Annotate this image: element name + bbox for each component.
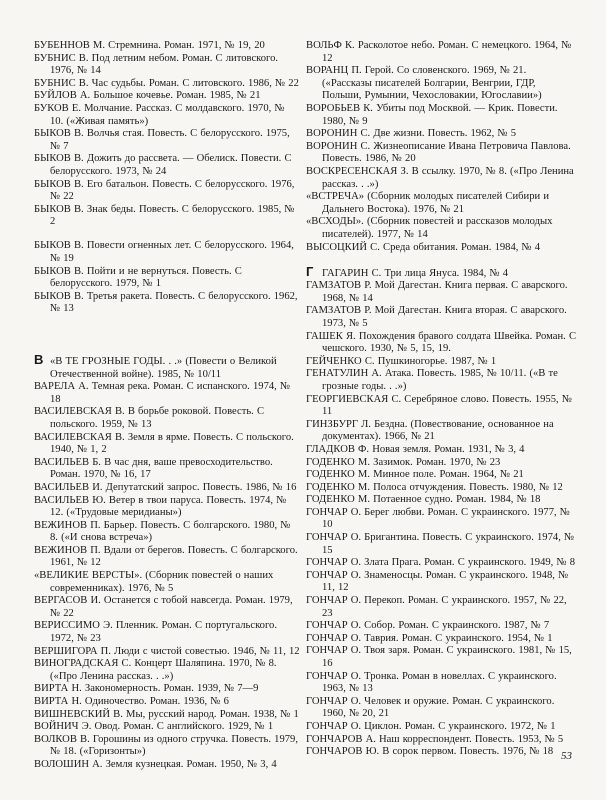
entry-text: ВОРОНИН С. Две жизни. Повесть. 1962, № 5 (306, 128, 517, 140)
bibliography-entry (306, 128, 578, 141)
bibliography-entry (306, 671, 578, 696)
section-letter: Г (306, 263, 314, 279)
entry-text: БЫКОВ В. Пойти и не вернуться. Повесть. С белорусского. 1979, № 1 (34, 265, 242, 290)
section-letter: В (34, 351, 44, 367)
bibliography-entry (34, 495, 300, 520)
bibliography-entry (306, 191, 578, 216)
section-spacer (34, 316, 300, 354)
entry-text: ГАГАРИН С. Три лица Януса. 1984, № 4 (322, 267, 509, 279)
bibliography-entry (34, 240, 300, 265)
entry-text: ГЕЙЧЕНКО С. Пушкиногорье. 1987, № 1 (306, 355, 497, 367)
bibliography-entry (306, 457, 578, 470)
bibliography-entry (306, 494, 578, 507)
entry-text: ВИШНЕВСКИЙ В. Мы, русский народ. Роман. 1938, № 1 (34, 708, 299, 720)
bibliography-entry (34, 658, 300, 683)
entry-text: БЫКОВ В. Волчья стая. Повесть. С белорусского. 1975, № 7 (34, 128, 290, 152)
entry-text: ВОЛКОВ В. Горошины из одного стручка. Повесть. 1979, № 18. («Горизонты») (34, 733, 299, 758)
bibliography-entry (306, 419, 578, 444)
entry-text: ГОНЧАР О. Твоя заря. Роман. С украинского. 1981, № 15, 16 (306, 645, 572, 669)
bibliography-entry (306, 103, 578, 128)
bibliography-entry (306, 557, 578, 570)
entry-text: «ВСХОДЫ». (Сборник повестей и рассказов молодых писателей). 1977, № 14 (306, 216, 553, 240)
bibliography-entry (34, 545, 300, 570)
bibliography-entry (306, 216, 578, 241)
bibliography-entry (34, 381, 300, 406)
entry-text: ВОСКРЕСЕНСКАЯ З. В ссылку. 1970, № 8. («Про Ленина рассказ. . .») (306, 165, 574, 190)
entry-text: ВОЛОШИН А. Земля кузнецкая. Роман. 1950, № 3, 4 (34, 758, 277, 770)
bibliography-entry (34, 570, 300, 595)
entry-text: ГОНЧАР О. Тронка. Роман в новеллах. С украинского. 1963, № 13 (306, 670, 557, 695)
bibliography-entry (306, 734, 578, 747)
entry-text: ГЛАДКОВ Ф. Новая земля. Роман. 1931, № 3, 4 (306, 443, 525, 455)
bibliography-entry (306, 507, 578, 532)
bibliography-entry (306, 368, 578, 393)
bibliography-entry (306, 469, 578, 482)
entry-text: ВАСИЛЬЕВ Б. В час дня, ваше превосходительство. Роман. 1970, № 16, 17 (34, 456, 273, 481)
entry-text: ГОНЧАР О. Злата Прага. Роман. С украинского. 1949, № 8 (306, 557, 576, 569)
bibliography-entry (306, 620, 578, 633)
entry-text: ГЕНАТУЛИН А. Атака. Повесть. 1985, № 10/11. («В те грозные годы. . .») (306, 368, 558, 392)
right-column (306, 40, 578, 759)
entry-text: «В ТЕ ГРОЗНЫЕ ГОДЫ. . .» (Повести о Великой Отечественной войне). 1985, № 10/11 (50, 355, 277, 380)
bibliography-entry (306, 356, 578, 369)
bibliography-entry (34, 53, 300, 78)
bibliography-entry (306, 166, 578, 191)
entry-text: БУКОВ Е. Молчание. Рассказ. С молдавского. 1970, № 10. («Живая память») (34, 102, 285, 127)
bibliography-entry (34, 595, 300, 620)
entry-text: ВАСИЛЕВСКАЯ В. В борьбе роковой. Повесть. С польского. 1959, № 13 (34, 406, 265, 430)
bibliography-entry (34, 179, 300, 204)
bibliography-entry (34, 90, 300, 103)
bibliography-entry (34, 482, 300, 495)
bibliography-entry (306, 65, 578, 103)
entry-text: ВОРАНЦ П. Герой. Со словенского. 1969, № 21. («Рассказы писателей Болгарии, Венгрии, ГДР, Польши, Румынии, Чехословакии, Югославии») (306, 65, 542, 102)
bibliography-entry (34, 103, 300, 128)
bibliography-entry (34, 153, 300, 178)
bibliography-entry (34, 266, 300, 291)
entry-text: ВЕРИССИМО Э. Пленник. Роман. С португальского. 1972, № 23 (34, 620, 277, 645)
page-number: 53 (561, 750, 572, 762)
bibliography-entry (34, 128, 300, 153)
bibliography-entry (306, 141, 578, 166)
entry-text: ВАСИЛЕВСКАЯ В. Земля в ярме. Повесть. С польского. 1940, № 1, 2 (34, 431, 294, 456)
entry-text: ВЕЖИНОВ П. Барьер. Повесть. С болгарского. 1980, № 8. («И снова встреча») (34, 519, 291, 544)
entry-text: ВАРЕЛА А. Темная река. Роман. С испанского. 1974, № 18 (34, 381, 291, 405)
bibliography-entry (34, 646, 300, 659)
entry-text: ГАМЗАТОВ Р. Мой Дагестан. Книга первая. С аварского. 1968, № 14 (306, 280, 568, 304)
entry-text: ВЕРШИГОРА П. Люди с чистой совестью. 1946, № 11, 12 (34, 645, 300, 657)
bibliography-entry (34, 709, 300, 722)
entry-text: БЫКОВ В. Дожить до рассвета. — Обелиск. Повести. С белорусского. 1973, № 24 (34, 153, 292, 177)
bibliography-entry (306, 721, 578, 734)
bibliography-entry (306, 280, 578, 305)
left-column (34, 40, 300, 772)
bibliography-entry (306, 746, 578, 759)
entry-text: ГОНЧАР О. Собор. Роман. С украинского. 1987, № 7 (306, 620, 550, 632)
entry-text: БУБНИС В. Час судьбы. Роман. С литовского. 1986, № 22 (34, 77, 299, 89)
bibliography-entry (34, 620, 300, 645)
entry-text: ГОНЧАР О. Перекоп. Роман. С украинского. 1957, № 22, 23 (306, 595, 567, 619)
bibliography-entry (306, 532, 578, 557)
entry-text: ВЫСОЦКИЙ С. Среда обитания. Роман. 1984, № 4 (306, 241, 541, 253)
entry-text: БУБНИС В. Под летним небом. Роман. С литовского. 1976, № 14 (34, 52, 279, 77)
entry-text: ГОДЕНКО М. Полоса отчуждения. Повесть. 1980, № 12 (306, 481, 563, 493)
entry-text: ГЕОРГИЕВСКАЯ С. Серебряное слово. Повесть. 1955, № 11 (306, 393, 572, 418)
entry-text: БЫКОВ В. Третья ракета. Повесть. С белорусского. 1962, № 13 (34, 290, 298, 315)
entry-text: ГОНЧАР О. Знаменосцы. Роман. С украинского. 1948, № 11, 12 (306, 569, 569, 594)
entry-text: ВЕРГАСОВ И. Останется с тобой навсегда. Роман. 1979, № 22 (34, 595, 293, 619)
entry-text: «ВСТРЕЧА» (Сборник молодых писателей Сибири и Дальнего Востока). 1976, № 21 (306, 191, 549, 215)
entry-text: ВОРОНИН С. Жизнеописание Ивана Петровича Павлова. Повесть. 1986, № 20 (306, 140, 571, 165)
entry-text: ГОНЧАР О. Таврия. Роман. С украинского. 1954, № 1 (306, 632, 553, 644)
entry-text: ГОНЧАР О. Человек и оружие. Роман. С украинского. 1960, № 20, 21 (306, 695, 555, 720)
bibliography-entry (34, 432, 300, 457)
section-spacer (34, 229, 300, 241)
entry-text: БУЙЛОВ А. Большое кочевье. Роман. 1985, № 21 (34, 90, 261, 102)
bibliography-entry (306, 40, 578, 65)
entry-text: ВАСИЛЬЕВ И. Депутатский запрос. Повесть. 1986, № 16 (34, 481, 297, 493)
bibliography-entry (306, 645, 578, 670)
bibliography-entry (306, 263, 578, 281)
bibliography-entry (34, 696, 300, 709)
entry-text: БУБЕННОВ М. Стремнина. Роман. 1971, № 19, 20 (34, 40, 265, 51)
entry-text: ГОНЧАРОВ А. Наш корреспондент. Повесть. 1953, № 5 (306, 733, 564, 745)
entry-text: БЫКОВ В. Знак беды. Повесть. С белорусского. 1985, № 2 (34, 203, 295, 228)
entry-text: ГОНЧАР О. Бригантина. Повесть. С украинского. 1974, № 15 (306, 532, 575, 556)
entry-text: ГОНЧАР О. Циклон. Роман. С украинского. 1972, № 1 (306, 720, 556, 732)
bibliography-entry (34, 457, 300, 482)
bibliography-entry (34, 40, 300, 53)
bibliography-entry (34, 78, 300, 91)
bibliography-entry (306, 570, 578, 595)
entry-text: ГОНЧАРОВ Ю. В сорок первом. Повесть. 1976, № 18 (306, 746, 554, 758)
entry-text: ВИНОГРАДСКАЯ С. Концерт Шаляпина. 1970, № 8. («Про Ленина рассказ. . .») (34, 658, 277, 682)
bibliography-entry (34, 204, 300, 229)
entry-text: ВОЙНИЧ Э. Овод. Роман. С английского. 1929, № 1 (34, 721, 274, 733)
entry-text: ГИНЗБУРГ Л. Бездна. (Повествование, основанное на документах). 1966, № 21 (306, 418, 554, 443)
entry-text: БЫКОВ В. Его батальон. Повесть. С белорусского. 1976, № 22 (34, 178, 295, 203)
bibliography-entry (306, 242, 578, 255)
bibliography-entry (34, 721, 300, 734)
bibliography-entry (306, 444, 578, 457)
entry-text: ГОДЕНКО М. Потаенное судно. Роман. 1984, № 18 (306, 494, 541, 506)
bibliography-entry (306, 482, 578, 495)
entry-text: ВОЛЬФ К. Расколотое небо. Роман. С немецкого. 1964, № 12 (306, 40, 572, 64)
entry-text: ГОНЧАР О. Берег любви. Роман. С украинского. 1977, № 10 (306, 506, 570, 531)
entry-text: ГОДЕНКО М. Минное поле. Роман. 1964, № 21 (306, 469, 524, 481)
entry-text: ВИРТА Н. Закономерность. Роман. 1939, № 7—9 (34, 683, 259, 695)
bibliography-entry (306, 331, 578, 356)
bibliography-entry (34, 759, 300, 772)
bibliography-entry (34, 520, 300, 545)
entry-text: ВАСИЛЬЕВ Ю. Ветер в твои паруса. Повесть. 1974, № 12. («Трудовые меридианы») (34, 494, 287, 519)
bibliography-entry (34, 291, 300, 316)
entry-text: ВИРТА Н. Одиночество. Роман. 1936, № 6 (34, 696, 229, 707)
bibliography-entry (306, 696, 578, 721)
bibliography-entry (306, 305, 578, 330)
entry-text: ВЕЖИНОВ П. Вдали от берегов. Повесть. С болгарского. 1961, № 12 (34, 544, 298, 569)
entry-text: ВОРОБЬЕВ К. Убиты под Москвой. — Крик. Повести. 1980, № 9 (306, 102, 558, 127)
bibliography-entry (34, 406, 300, 431)
entry-text: БЫКОВ В. Повести огненных лет. С белорусского. 1964, № 19 (34, 240, 294, 264)
entry-text: ГАМЗАТОВ Р. Мой Дагестан. Книга вторая. С аварского. 1973, № 5 (306, 305, 567, 329)
entry-text: «ВЕЛИКИЕ ВЕРСТЫ». (Сборник повестей о наших современниках). 1976, № 5 (34, 570, 274, 594)
section-spacer (306, 254, 578, 266)
bibliography-entry (306, 595, 578, 620)
bibliography-entry (306, 633, 578, 646)
bibliography-entry (306, 394, 578, 419)
entry-text: ГАШЕК Я. Похождения бравого солдата Швейка. Роман. С чешского. 1930, № 5, 15, 19. (306, 330, 577, 355)
entry-text: ГОДЕНКО М. Зазимок. Роман. 1970, № 23 (306, 456, 501, 468)
bibliography-entry (34, 734, 300, 759)
bibliography-entry (34, 683, 300, 696)
bibliography-entry (34, 351, 300, 381)
